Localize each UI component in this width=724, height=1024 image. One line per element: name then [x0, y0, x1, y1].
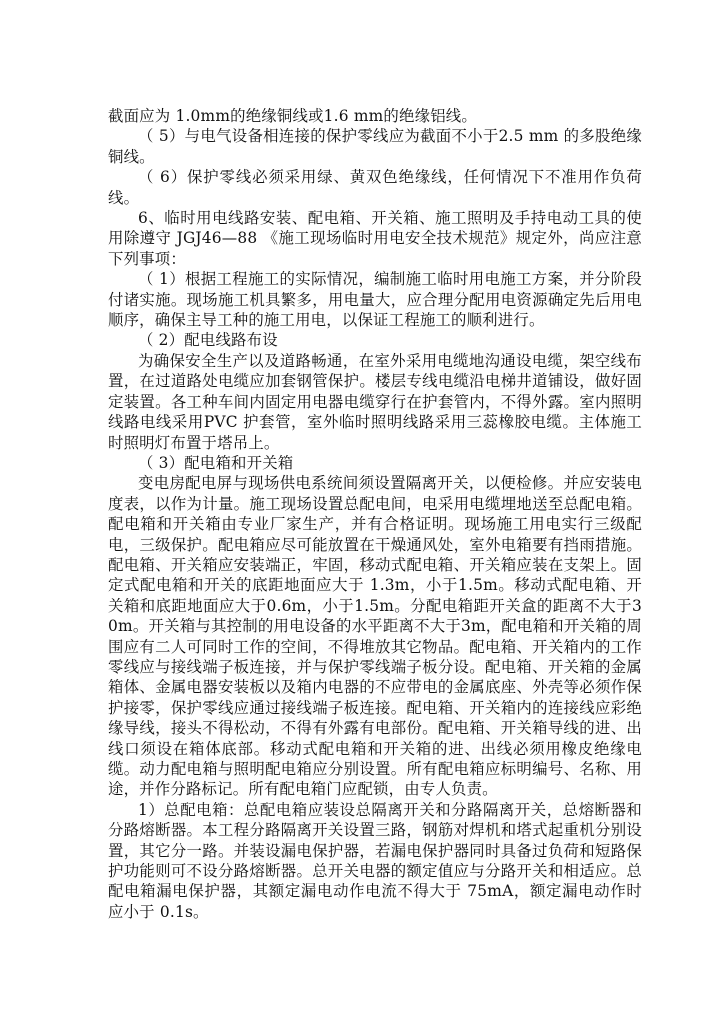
heading-sub-2: （ 2）配电线路布设 — [138, 331, 278, 350]
paragraph-wiring: 为确保安全生产以及道路畅通，在室外采用电缆地沟通设电缆，架空线布置，在过道路处电缆应加套钢管保护。楼层专线电缆沿电梯井道铺设，做好固定装置。各工种车间内固定用电器电缆穿行在护套管内，不得外露。室内照明线路电线采用PVC 护套管，室外临时照明线路采用三蕊橡胶电缆。主体施工时照明灯布置于塔吊上。 — [108, 351, 642, 452]
paragraph-section-6: 6、临时用电线路安装、配电箱、开关箱、施工照明及手持电动工具的使用除遵守 JGJ46—88 《施工现场临时用电安全技术规范》规定外，尚应注意下列事项： — [108, 209, 642, 268]
paragraph-sub-1: （ 1）根据工程施工的实际情况，编制施工临时用电施工方案，并分阶段付诸实施。现场施工机具繁多，用电量大，应合理分配用电资源确定先后用电顺序，确保主导工种的施工用电，以保证工程施工的顺利进行。 — [108, 270, 642, 330]
document-page — [108, 106, 642, 922]
paragraph-distribution-boxes: 变电房配电屏与现场供电系统间须设置隔离开关，以便检修。并应安装电度表，以作为计量。施工现场设置总配电间，电采用电缆埋地送至总配电箱。配电箱和开关箱由专业厂家生产，并有合格证明。现场施工用电实行三级配电，三级保护。配电箱应尽可能放置在干燥通风处，室外电箱要有挡雨措施。配电箱、开关箱应安装端正，牢固，移动式配电箱、开关箱应装在支架上。固定式配电箱和开关的底距地面应大于 1.3m，小于1.5m。移动式配电箱、开关箱和底距地面应大于0.6m，小于1.5m。分配电箱距开关盒的距离不大于30m。开关箱与其控制的用电设备的水平距离不大于3m，配电箱和开关箱的周围应有二人可同时工作的空间，不得堆放其它物品。配电箱、开关箱内的工作零线应与接线端子板连接，并与保护零线端子板分设。配电箱、开关箱的金属箱体、金属电器安装板以及箱内电器的不应带电的金属底座、外壳等必须作保护接零，保护零线应通过接线端子板连接。配电箱、开关箱内的连接线应彩绝缘导线，接头不得松动，不得有外露有电部份。配电箱、开关箱导线的进、出线口须设在箱体底部。移动式配电箱和开关箱的进、出线必须用橡皮绝缘电缆。动力配电箱与照明配电箱应分别设置。所有配电箱应标明编号、名称、用途，并作分路标记。所有配电箱门应配锁，由专人负责。 — [108, 474, 642, 799]
heading-sub-3: （ 3）配电箱和开关箱 — [138, 453, 294, 472]
paragraph-continuation: 截面应为 1.0mm的绝缘铜线或1.6 mm的绝缘铝线。 — [108, 107, 477, 125]
paragraph-main-distribution-box: 1）总配电箱：总配电箱应装设总隔离开关和分路隔离开关，总熔断器和分路熔断器。本工程分路隔离开关设置三路，钢筋对焊机和塔式起重机分别设置，其它分一路。并装设漏电保护器，若漏电保护器同时具备过负荷和短路保护功能则可不设分路熔断器。总开关电器的额定值应与分路开关和相适应。总配电箱漏电保护器，其额定漏电动作电流不得大于 75mA，额定漏电动作时应小于 0.1s。 — [108, 800, 642, 921]
paragraph-item-5: （ 5）与电气设备相连接的保护零线应为截面不小于2.5 mm 的多股绝缘铜线。 — [108, 127, 642, 166]
paragraph-item-6: （ 6）保护零线必须采用绿、黄双色绝缘线，任何情况下不准用作负荷线。 — [108, 168, 642, 207]
